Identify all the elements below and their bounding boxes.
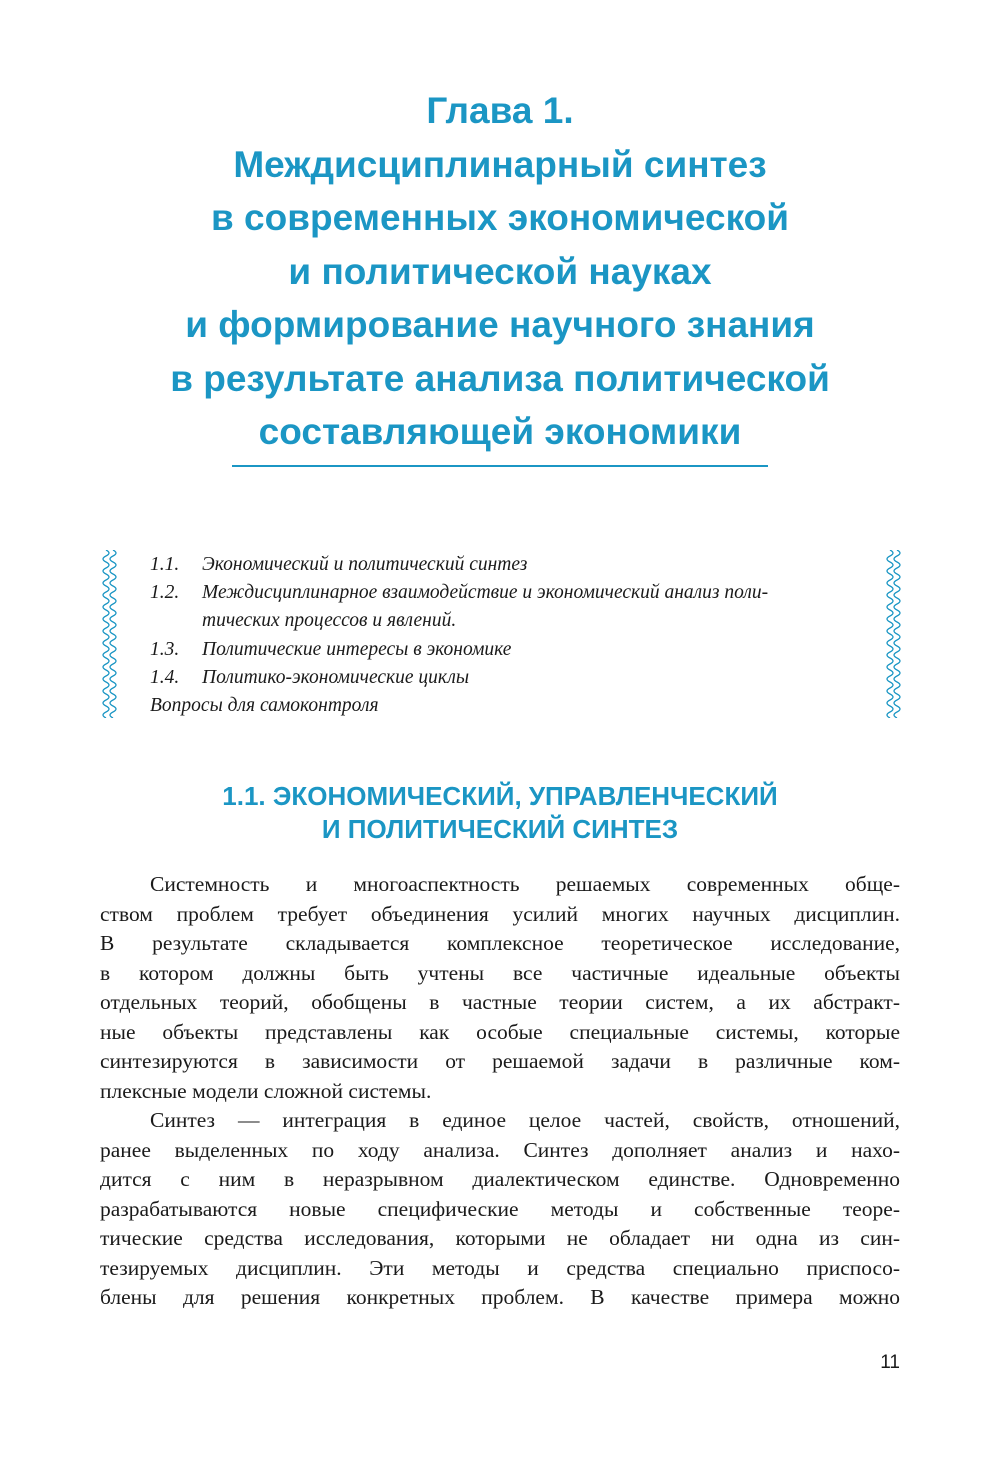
page-number: 11 <box>880 1352 900 1373</box>
section-heading <box>100 780 900 846</box>
text-line: В результате складывается комплексное теоретическое исследование, <box>100 931 900 955</box>
chapter-title-line: и формирование научного знания <box>185 304 815 345</box>
text-line: синтезируются в зависимости от решаемой задачи в различные ком- <box>100 1049 900 1073</box>
title-divider <box>232 465 768 467</box>
chapter-title-line: Глава 1. <box>426 90 574 131</box>
toc-item-label: Политические интересы в экономике <box>202 638 512 660</box>
text-line: Синтез — интеграция в единое целое частей, свойств, отношений, <box>150 1108 900 1132</box>
text-line: блены для решения конкретных проблем. В качестве примера можно <box>100 1285 900 1309</box>
wave-ornament-left-icon <box>100 550 120 718</box>
toc-item-label: Политико-экономические циклы <box>202 666 470 688</box>
toc-item[interactable] <box>150 636 870 664</box>
text-line: дится с ним в неразрывном диалектическом единстве. Одновременно <box>100 1167 900 1191</box>
text-line: Системность и многоаспектность решаемых современных обще- <box>150 872 900 896</box>
toc-item-label-continued: тических процессов и явлений. <box>202 610 457 632</box>
text-line: отдельных теорий, обобщены в частные теории систем, а их абстракт- <box>100 990 900 1014</box>
text-line: тезируемых дисциплин. Эти методы и средства специально приспосо- <box>100 1255 900 1280</box>
body-text <box>100 870 900 1313</box>
text-line: разрабатываются новые специфические методы и собственные теоре- <box>100 1196 900 1221</box>
chapter-title-line: в результате анализа политической <box>170 357 830 399</box>
section-heading-line: И ПОЛИТИЧЕСКИЙ СИНТЕЗ <box>321 814 679 844</box>
chapter-contents <box>150 551 870 720</box>
toc-questions[interactable]: Вопросы для самоконтроля <box>150 695 379 717</box>
toc-item-number: 1.4. <box>150 666 180 688</box>
toc-item-number: 1.2. <box>150 582 180 604</box>
toc-item-number: 1.3. <box>150 638 180 660</box>
chapter-title-line: в современных экономической <box>211 197 789 238</box>
wave-ornament-right-icon <box>884 550 904 718</box>
chapter-title-line: Междисциплинарный синтез <box>233 143 767 185</box>
text-line: ные объекты представлены как особые специальные системы, которые <box>100 1019 900 1044</box>
chapter-title-line: и политической науках <box>288 250 712 292</box>
paragraph <box>100 1106 900 1313</box>
toc-item[interactable] <box>150 551 870 579</box>
text-line: в котором должны быть учтены все частичные идеальные объекты <box>100 960 900 985</box>
text-line: плексные модели сложной системы. <box>100 1078 432 1103</box>
toc-item-label: Междисциплинарное взаимодействие и экономический анализ поли- <box>202 582 769 604</box>
toc-item[interactable] <box>150 579 870 635</box>
toc-item-label: Экономический и политический синтез <box>202 554 528 575</box>
text-line: ранее выделенных по ходу анализа. Синтез дополняет анализ и нахо- <box>100 1137 900 1162</box>
toc-item[interactable] <box>150 664 870 692</box>
section-heading-line: 1.1. ЭКОНОМИЧЕСКИЙ, УПРАВЛЕНЧЕСКИЙ <box>222 781 778 811</box>
chapter-title-line: составляющей экономики <box>258 411 742 452</box>
paragraph <box>100 870 900 1106</box>
text-line: тические средства исследования, которыми не обладает ни одна из син- <box>100 1226 900 1250</box>
chapter-title <box>80 84 920 459</box>
toc-item-number: 1.1. <box>150 554 180 575</box>
text-line: ством проблем требует объединения усилий многих научных дисциплин. <box>100 901 900 926</box>
